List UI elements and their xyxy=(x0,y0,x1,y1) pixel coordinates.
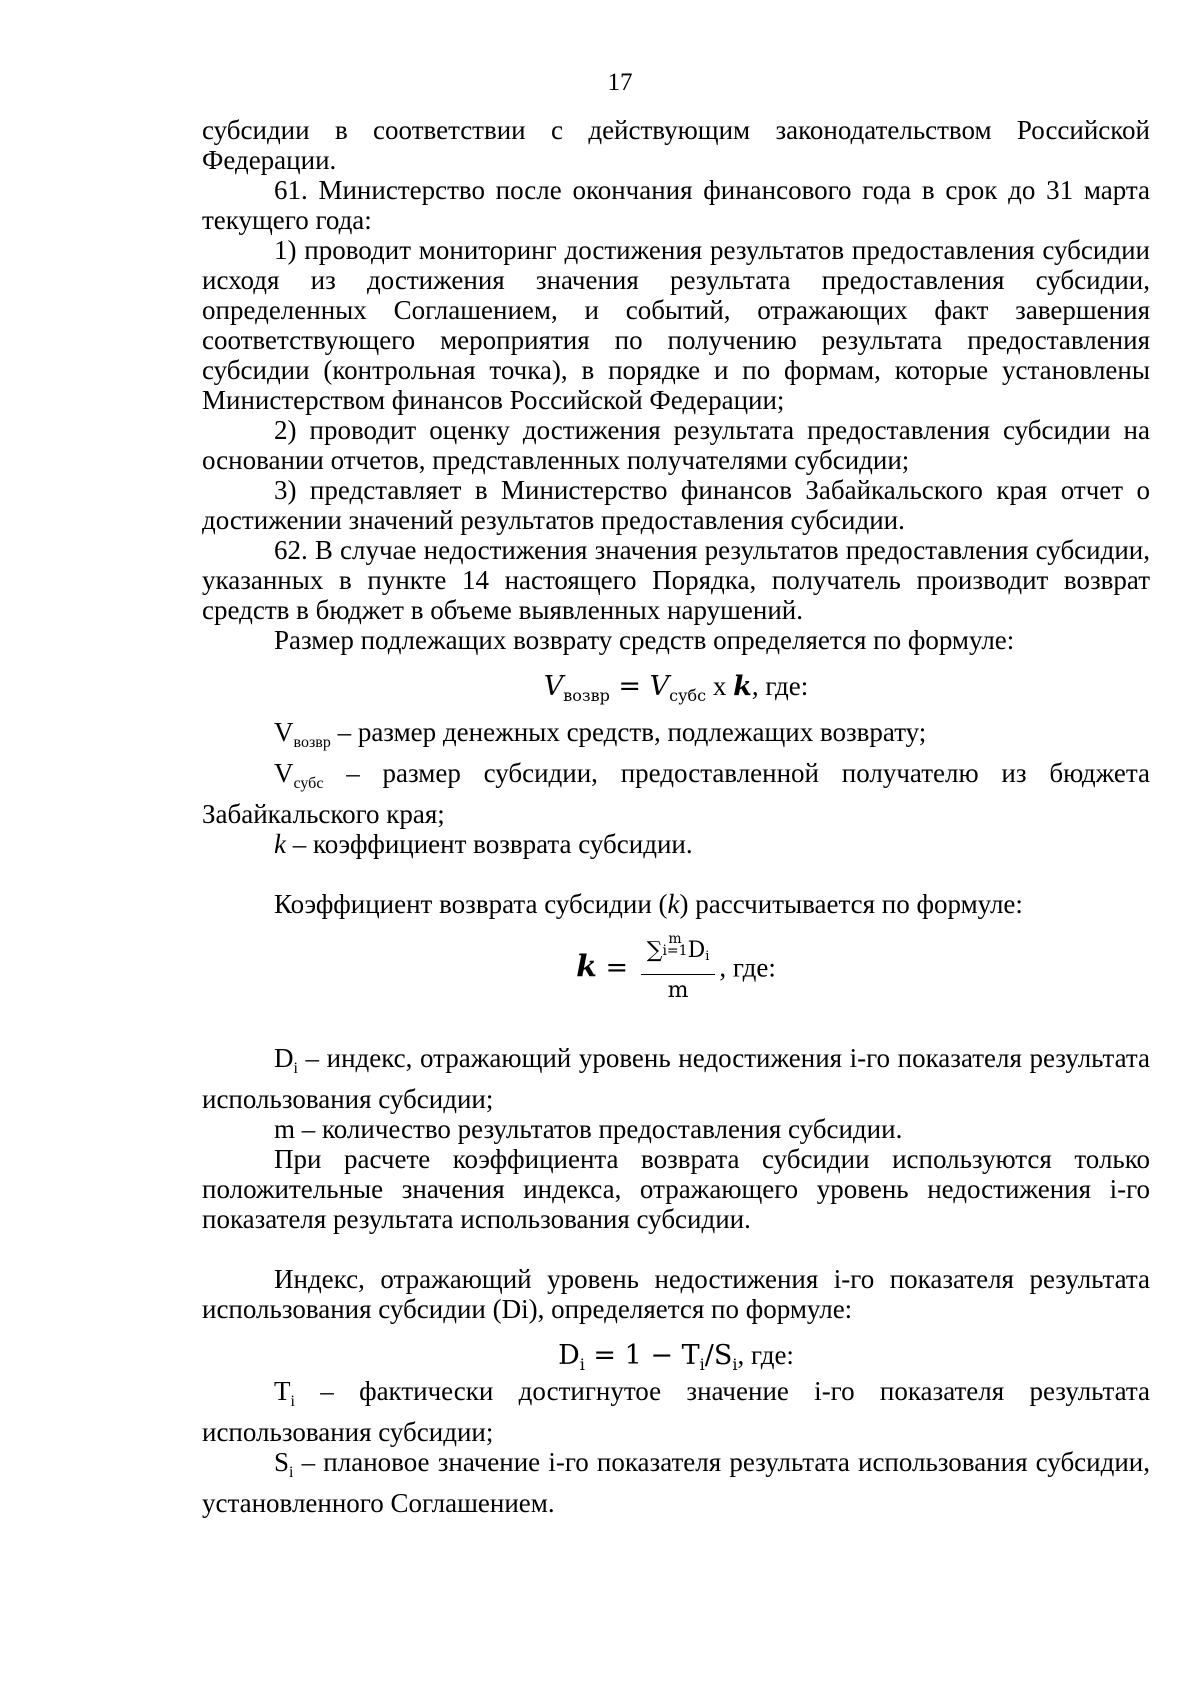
paragraph-continuation: субсидии в соответствии с действующим законодательством Российской Федерации. xyxy=(202,115,1150,175)
page-number: 17 xyxy=(607,69,633,96)
definition-v-vozvr: $V_{возвр}$ – размер денежных средств, подлежащих возврату; xyxy=(274,717,927,751)
list-item-1: 1) проводит мониторинг достижения результатов предоставления субсидии исходя из достижения значения результата предоставления субсидии, определенных Соглашением, и событий, отражающих факт завершения соответствующего мероприятия по получению результата предоставления субсидии (контрольная точка), в порядке и по формам, которые установлены Министерством финансов Российской Федерации; xyxy=(202,235,1150,415)
paragraph-61: 61. Министерство после окончания финансового года в срок до 31 марта текущего года: xyxy=(202,175,1150,235)
list-item-2: 2) проводит оценку достижения результата предоставления субсидии на основании отчетов, представленных получателями субсидии; xyxy=(202,415,1150,475)
spacer xyxy=(202,859,1150,889)
formula-return-amount: $V_{возвр} = V_{субс}$ x k, где: xyxy=(543,671,809,705)
definition-v-subs: $V_{субс}$ – размер субсидии, предоставленной получателю из бюджета Забайкальского края; xyxy=(202,758,1150,829)
formula-intro-coefficient: Коэффициент возврата субсидии (k) рассчитывается по формуле: xyxy=(274,889,1023,919)
formula-intro-return-amount: Размер подлежащих возврату средств определяется по формуле: xyxy=(274,625,1015,655)
definition-m: m – количество результатов предоставления субсидии. xyxy=(274,1114,903,1144)
definition-ti: $T_i$ – фактически достигнутое значение i-го показателя результата использования субсидии; xyxy=(202,1376,1150,1447)
fraction: ∑ m i=1 $D_i$ m xyxy=(641,933,716,1005)
definition-k: k – коэффициент возврата субсидии. xyxy=(274,829,693,859)
definition-si: $S_i$ – плановое значение i-го показателя результата использования субсидии, установленного Соглашением. xyxy=(202,1447,1150,1518)
spacer xyxy=(202,1234,1150,1264)
formula-coefficient: k = ∑ m i=1 $D_i$ m , где: xyxy=(576,931,776,1003)
paragraph-62: 62. В случае недостижения значения результатов предоставления субсидии, указанных в пункте 14 настоящего Порядка, получатель производит возврат средств в бюджет в объеме выявленных нарушений. xyxy=(202,535,1150,625)
formula-intro-index: Индекс, отражающий уровень недостижения i-го показателя результата использования субсидии (Di), определяется по формуле: xyxy=(202,1264,1150,1324)
definition-di: $D_i$ – индекс, отражающий уровень недостижения i-го показателя результата использования субсидии; xyxy=(202,1043,1150,1114)
list-item-3: 3) представляет в Министерство финансов Забайкальского края отчет о достижении значений результатов предоставления субсидии. xyxy=(202,475,1150,535)
formula-index: $D_i = 1 - T_i/S_i$, где: xyxy=(558,1340,794,1374)
paragraph-calculation-note: При расчете коэффициента возврата субсидии используются только положительные значения индекса, отражающего уровень недостижения i-го показателя результата использования субсидии. xyxy=(202,1144,1150,1234)
document-body xyxy=(202,115,1150,1518)
